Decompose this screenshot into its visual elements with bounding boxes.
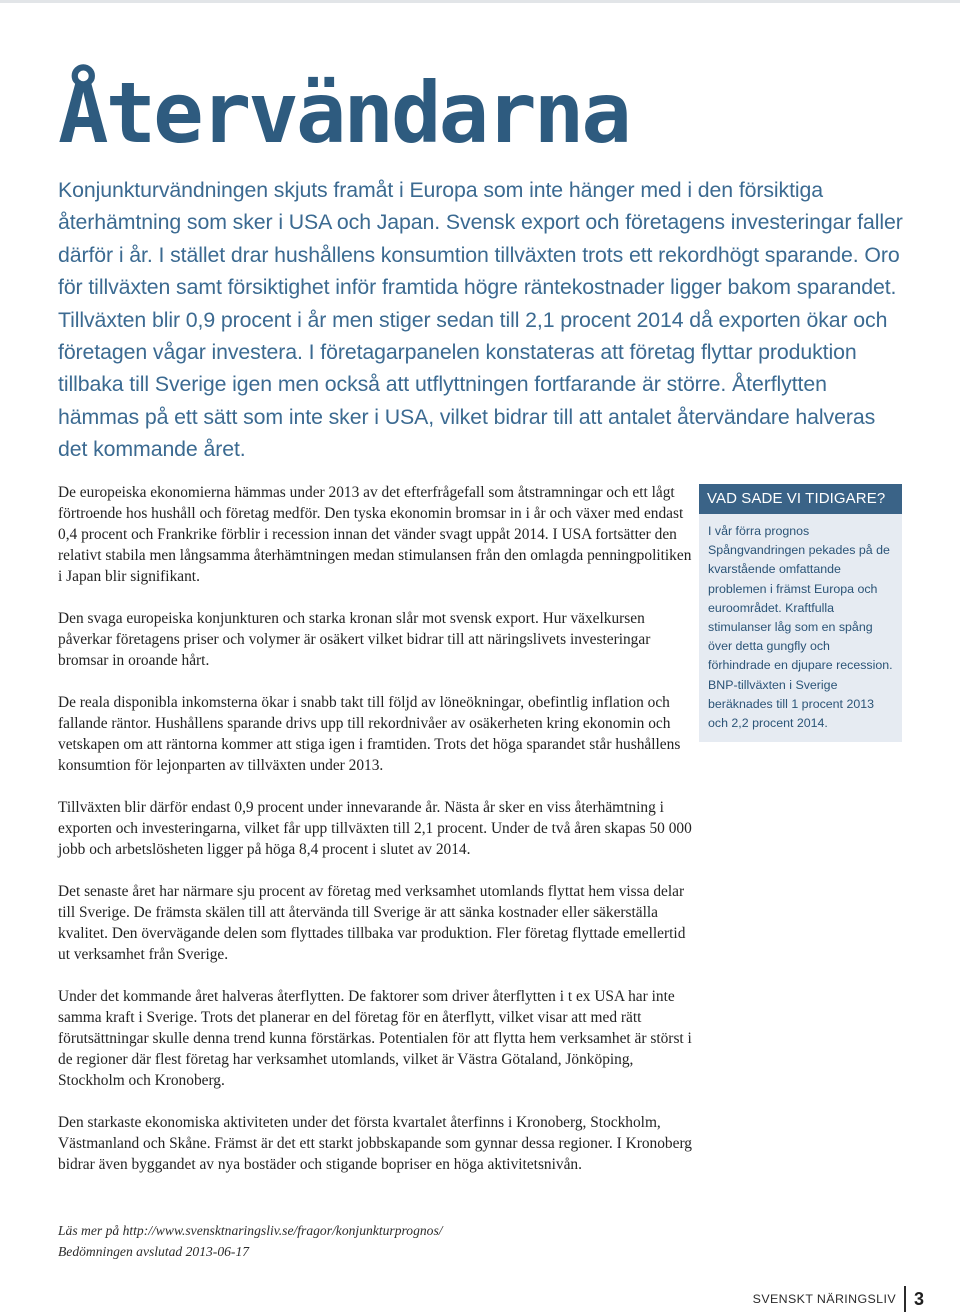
- body-paragraph-1: De europeiska ekonomierna hämmas under 2013 av det efterfrågefall som åtstramningar och ett lågt förtroende hos hushåll och företag medför. Den tyska ekonomin bromsar in i år och växer med endast 0,4 procent och Frankrike förblir i recession innan det vänder svagt uppåt 2014. I USA fortsätter den relativt stabila men långsamma återhämtningen medan stimulansen från den omlagda penningpolitiken i Japan blir signifikant.: [58, 484, 692, 585]
- sidebar-title: VAD SADE VI TIDIGARE?: [699, 484, 902, 514]
- intro-paragraph: Konjunkturvändningen skjuts framåt i Europa som inte hänger med i den försiktiga återhämtning som sker i USA och Japan. Svensk export och företagens investeringar faller därför i år. I stället drar hushållens konsumtion tillväxten trots ett rekordhögt sparande. Oro för tillväxten samt försiktighet inför framtida högre räntekostnader ligger bakom sparandet. Tillväxten blir 0,9 procent i år men stiger sedan till 2,1 procent 2014 då exporten ökar och företagen vågar investera. I företagarpanelen konstateras att företag flyttar produktion tillbaka till Sverige igen men också att utflyttningen fortfarande är större. Återflytten hämmas på ett sätt som inte sker i USA, vilket bidrar till att antalet återvändare halveras det kommande året.: [58, 178, 903, 462]
- body-paragraph-4: Tillväxten blir därför endast 0,9 procent under innevarande år. Nästa år sker en viss återhämtning i exporten och investeringarna, vilket får upp tillväxten till 2,1 procent. Under de två åren skapas 50 000 jobb och arbetslösheten ligger på höga 8,4 procent i slutet av 2014.: [58, 799, 692, 858]
- page-footer: [753, 1286, 924, 1312]
- page-number: 3: [913, 1288, 924, 1309]
- body-paragraph-6: Under det kommande året halveras återflytten. De faktorer som driver återflytten i t ex USA har inte samma kraft i Sverige. Trots det planerar en del företag för en återflytt, vilket visar att med rätt förutsättningar skulle denna trend kunna förstärkas. Potentialen för att flytta hem verksamhet är störst i de regioner där flest företag har verksamhet utomlands, vilket är Västra Götaland, Jönköping, Stockholm och Kronoberg.: [58, 988, 692, 1089]
- page-title: Återvändarna: [58, 64, 629, 162]
- body-paragraph-5: Det senaste året har närmare sju procent av företag med verksamhet utomlands flyttat hem vissa delar till Sverige. De främsta skälen till att återvända till Sverige är att sänka kostnader eller säkerställa kvalitet. Den övervägande delen som flyttades tillbaka var produktion. Fler företag flyttade emellertid ut verksamhet från Sverige.: [58, 883, 686, 963]
- body-paragraph-3: De reala disponibla inkomsterna ökar i snabb takt till följd av löneökningar, obefintlig inflation och fallande räntor. Hushållens sparande drivs upp till rekordnivåer av osäkerheten kring ekonomin och vetskapen om att räntorna kommer att stiga igen i framtiden. Trots det höga sparandet står hushållens konsumtion för lejonparten av tillväxten under 2013.: [58, 694, 681, 774]
- top-rule: [0, 0, 960, 3]
- body-paragraph-2: Den svaga europeiska konjunkturen och starka kronan slår mot svensk export. Hur växelkursen påverkar företagens priser och volymer är osäkert vilket bidrar till att näringslivets investeringar bromsar in oroande hårt.: [58, 610, 651, 669]
- assessment-date-note: Bedömningen avslutad 2013-06-17: [58, 1244, 250, 1259]
- sidebar-text: I vår förra prognos Spångvandringen pekades på de kvarstående omfattande problemen i främst Europa och euroområdet. Kraftfulla stimulanser låg som en spång över detta gungfly och förhindrade en djupare recession. BNP-tillväxten i Sverige beräknades till 1 procent 2013 och 2,2 procent 2014.: [708, 524, 893, 731]
- body-paragraph-7: Den starkaste ekonomiska aktiviteten under det första kvartalet återfinns i Kronoberg, Stockholm, Västmanland och Skåne. Främst är det ett starkt jobbskapande som gynnar dessa regioner. I Kronoberg bidrar även byggandet av nya bostäder och stigande bopriser en höga aktivitetsnivån.: [58, 1114, 692, 1173]
- footer-notes: [58, 1220, 658, 1262]
- body-column: [58, 482, 692, 1196]
- publication-name: SVENSKT NÄRINGSLIV: [752, 1292, 896, 1306]
- read-more-note: Läs mer på http://www.svensktnaringsliv.se/fragor/konjunkturprognos/: [58, 1223, 443, 1238]
- sidebar-box: [699, 484, 902, 742]
- page-number-divider: [904, 1286, 906, 1312]
